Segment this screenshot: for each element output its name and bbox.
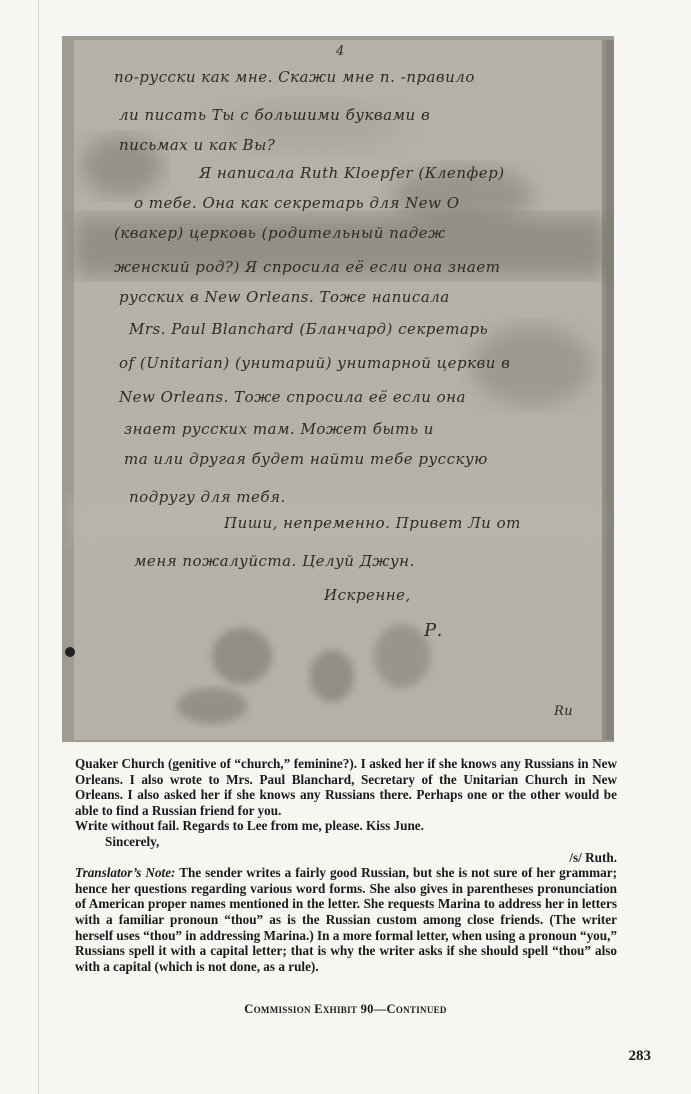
translation-closing: Sincerely, — [105, 833, 160, 849]
exhibit-caption: Commission Exhibit 90—Continued — [244, 1002, 447, 1016]
letter-line: of (Unitarian) (унитарий) унитарной церкви в — [119, 354, 511, 372]
letter-line: Пиши, непременно. Привет Ли от — [224, 514, 521, 532]
translators-note-text: The sender writes a fairly good Russian, but she is not sure of her grammar; hence her questions regarding various word forms. She also gives in parentheses pronunciation of American proper names mentioned in the letter. She requests Marina to address her in letters with a familiar pronoun “thou” as is the Russian custom among close friends. (The writer herself uses “thou” in addressing Marina.) In a more formal letter, when using a pronoun “you,” Russians spell it with a capital letter; that is why the writer asks if she should spell “thou” also with a capital (which is not done, as a rule). — [75, 865, 617, 974]
letter-photograph — [62, 36, 614, 742]
letter-line: Я написала Ruth Kloepfer (Клепфер) — [199, 164, 505, 182]
letter-page-mark: 4 — [336, 44, 345, 59]
translation-paragraph — [75, 818, 617, 834]
translation-text — [75, 756, 617, 974]
letter-line: письмах и как Вы? — [119, 136, 276, 154]
translators-note — [75, 865, 617, 974]
page-edge-line — [38, 0, 39, 1094]
letter-stamp: Ru — [554, 704, 574, 719]
letter-line: та или другая будет найти тебе русскую — [124, 450, 488, 468]
letter-line: (квакер) церковь (родительный падеж — [114, 224, 446, 242]
letter-line: Mrs. Paul Blanchard (Бланчард) секретарь — [129, 320, 489, 338]
translation-regards: Write without fail. Regards to Lee from me, please. Kiss June. — [75, 818, 424, 834]
translation-paragraph: Quaker Church (genitive of “church,” feminine?). I asked her if she knows any Russians in New Orleans. I also wrote to Mrs. Paul Blanchard, Secretary of the Unitarian Church in New Orleans. I also asked her if she knows any Russians there. Perhaps one or the other would be able to find a Russian friend for you. — [75, 756, 617, 818]
letter-line: ли писать Ты с большими буквами в — [119, 106, 431, 124]
letter-line: женский род?) Я спросила её если она знает — [114, 258, 501, 276]
letter-line: Искренне, — [324, 586, 411, 604]
letter-line: по-русски как мне. Скажи мне п. -правило — [114, 68, 475, 86]
translation-signature: /s/ Ruth. — [569, 849, 617, 865]
letter-line: знает русских там. Может быть и — [124, 420, 434, 438]
letter-line: о тебе. Она как секретарь для New O — [134, 194, 460, 212]
letter-line: New Orleans. Тоже спросила её если она — [119, 388, 466, 406]
letter-line: меня пожалуйста. Целуй Джун. — [134, 552, 415, 570]
page-number: 283 — [628, 1048, 651, 1064]
handwritten-letter — [74, 36, 606, 738]
letter-line: русских в New Orleans. Тоже написала — [119, 288, 450, 306]
translators-note-label: Translator’s Note: — [75, 865, 176, 881]
letter-line: подругу для тебя. — [129, 488, 286, 506]
letter-signature: Р. — [424, 620, 443, 641]
